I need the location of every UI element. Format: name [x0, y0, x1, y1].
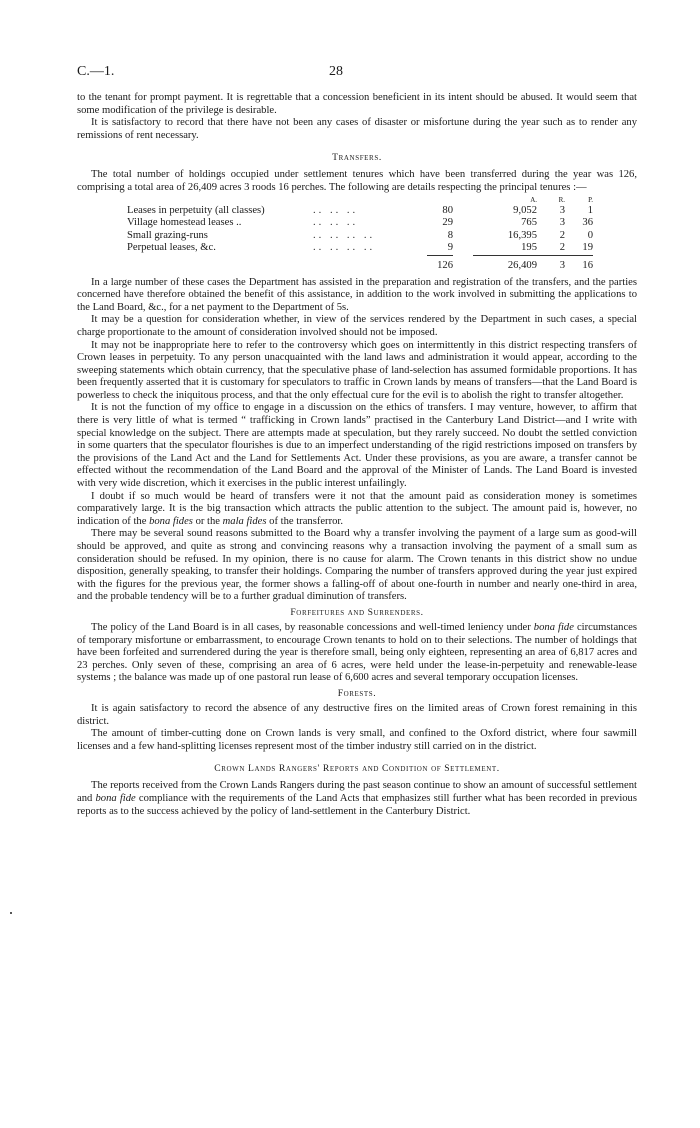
- scan-speck: [10, 912, 12, 914]
- table-total-row: [127, 256, 593, 273]
- transfers-heading: Transfers.: [332, 152, 382, 164]
- table-row: [127, 217, 593, 230]
- roods-value: 3: [559, 217, 565, 229]
- tenure-label: Village homestead leases ..: [127, 217, 242, 229]
- transfers-paragraph-1: The total number of holdings occupied under settlement tenures which have been transferred during the year was 126, comprising a total area of 26,409 acres 3 roods 16 perches. The following are details respecting the principal tenures :—: [77, 169, 637, 193]
- bona-fides-term: bona fides: [149, 515, 193, 527]
- transfers-paragraph-5: It is not the function of my office to engage in a discussion on the ethics of transfers. I may venture, however, to affirm that there is very little of what is termed “ trafficking in Crown lands” practised in the Canterbury Land District—and I write with special knowledge on the subject. There are attempts made at speculation, but they rarely succeed. No doubt the settled conviction in some quarters that the speculator flourishes is due to an imperfect understanding of the rigid restrictions imposed on transfers by the provisions of the Land Act and the Land for Settlements Act. Under these provisions, as you are aware, a transfer cannot be effected without the recommendation of the Land Board and the approval of the Minister of Lands. The Land Board is invested with very wide discretion, which it exercises in the public interest unfailingly.: [77, 402, 637, 490]
- holding-count: 9: [447, 242, 453, 254]
- intro-paragraph-2: It is satisfactory to record that there have not been any cases of disaster or misfortune during the year such as to render any remissions of rent necessary.: [77, 117, 637, 141]
- transfers-paragraph-3: It may be a question for consideration whether, in view of the services rendered by the Department in such cases, a special charge proportionate to the amount of consideration involved should not be imposed.: [77, 314, 637, 338]
- bona-fide-term: bona fide: [533, 621, 574, 633]
- transfers-paragraph-7: There may be several sound reasons submitted to the Board why a transfer involving the payment of a large sum as good-will should be approved, and quite as strong and convincing reasons why a transaction involving the payment of a small sum as consideration should be refused. In my opinion, there is no cause for alarm. The Crown tenants in this district show no undue disposition, generally speaking, to transfer their holdings. Comparing the number of transfers approved during the year just expired with the figures for the previous year, the former shows a falling-off of about one-fourth in number and nearly one-third in area, and the probable tendency will be to a further gradual diminution of transfers.: [77, 528, 637, 603]
- rangers-heading: Crown Lands Rangers' Reports and Condition of Settlement.: [214, 763, 500, 775]
- holding-count: 80: [442, 204, 453, 216]
- roods-header: R.: [558, 195, 565, 204]
- total-count: 126: [437, 259, 453, 271]
- leader-dots: .. .. ..: [313, 217, 359, 229]
- table-row: [127, 205, 593, 218]
- leader-dots: .. .. .. ..: [313, 242, 376, 254]
- acres-value: 16,395: [507, 229, 537, 241]
- tenure-label: Perpetual leases, &c.: [127, 242, 216, 254]
- total-roods: 3: [559, 259, 565, 271]
- leader-dots: .. .. ..: [313, 204, 359, 216]
- page-number: 28: [329, 64, 343, 79]
- table-column-header: [127, 196, 593, 205]
- forests-paragraph-2: The amount of timber-cutting done on Crown lands is very small, and confined to the Oxford district, where four sawmill licenses and a few hand-splitting licenses represent most of the timber industry still carried on in the district.: [77, 728, 637, 752]
- table-row: [127, 242, 593, 255]
- leader-dots: .. .. .. ..: [313, 229, 376, 241]
- perches-value: 36: [582, 217, 593, 229]
- acres-value: 195: [521, 242, 537, 254]
- roods-value: 3: [559, 204, 565, 216]
- total-perches: 16: [582, 259, 593, 271]
- page-header: [77, 64, 637, 92]
- paper-reference: C.—1.: [77, 64, 115, 79]
- rangers-paragraph-1: The reports received from the Crown Lands Rangers during the past season continue to show an amount of successful settlement and bona fide compliance with the requirements of the Land Acts that emphasizes still further what has been recorded in previous reports as to the success achieved by the policy of land-settlement in the Canterbury District.: [77, 780, 637, 817]
- transfers-paragraph-2: In a large number of these cases the Department has assisted in the preparation and registration of the transfers, and the parties concerned have therefore obtained the benefit of this assistance, in addition to the work involved in submitting the applications to the Land Board, &c., for a net payment to the Department of 5s.: [77, 276, 637, 313]
- perches-value: 19: [582, 242, 593, 254]
- transfers-table: [127, 196, 593, 273]
- holding-count: 8: [447, 229, 453, 241]
- holding-count: 29: [442, 217, 453, 229]
- transfers-paragraph-4: It may not be inappropriate here to refer to the controversy which goes on intermittently in this district respecting transfers of Crown leases in perpetuity. To any person unacquainted with the land laws and administration it would appear, according to the sweeping statements which obtain currency, that the speculative phase of land-selection has assumed formidable proportions. It has been frequently asserted that it is customary for speculators to traffic in Crown lands by means of transfers—that the Land Board is powerless to check the iniquitous process, and that the only effectual cure for the evil is to abolish the right to transfer altogether.: [77, 339, 637, 401]
- tenure-label: Small grazing-runs: [127, 229, 208, 241]
- tenure-label: Leases in perpetuity (all classes): [127, 204, 265, 216]
- perches-header: P.: [588, 195, 593, 204]
- document-page: [77, 64, 637, 818]
- forests-paragraph-1: It is again satisfactory to record the absence of any destructive fires on the limited areas of Crown forest remaining in this district.: [77, 702, 637, 727]
- acres-header: A.: [530, 195, 537, 204]
- table-row: [127, 230, 593, 243]
- total-acres: 26,409: [507, 259, 537, 271]
- roods-value: 2: [559, 229, 565, 241]
- forfeitures-paragraph-1: The policy of the Land Board is in all cases, by reasonable concessions and well-timed leniency under bona fide circumstances of temporary misfortune or embarrassment, to encourage Crown tenants to hold on to their selections. The number of holdings that have been forfeited and surrendered during the year is therefore small, being only eighteen, representing an area of 6,817 acres and 23 perches. Only seven of these, comprising an area of 6 acres, were held under the lease-in-perpetuity and renewable-lease systems ; the balance was made up of one pastoral run lease of 6,600 acres and several temporary occupation licenses.: [77, 621, 637, 684]
- transfers-paragraph-6: I doubt if so much would be heard of transfers were it not that the amount paid as consideration money is sometimes comparatively large. It is the big transaction which attracts the public attention to the subject. The amount paid is, however, no indication of the bona fides or the mala fides of the transferror.: [77, 490, 637, 527]
- perches-value: 0: [587, 229, 593, 241]
- bona-fide-term: bona fide: [95, 792, 136, 804]
- perches-value: 1: [587, 204, 593, 216]
- acres-value: 765: [521, 217, 537, 229]
- roods-value: 2: [559, 242, 565, 254]
- intro-paragraph-1: to the tenant for prompt payment. It is regrettable that a concession beneficient in its intent should be abused. It would seem that some modification of the privilege is desirable.: [77, 92, 637, 116]
- forests-heading: Forests.: [337, 687, 377, 699]
- forfeitures-heading: Forfeitures and Surrenders.: [290, 606, 424, 618]
- acres-value: 9,052: [513, 204, 537, 216]
- mala-fides-term: mala fides: [222, 515, 267, 527]
